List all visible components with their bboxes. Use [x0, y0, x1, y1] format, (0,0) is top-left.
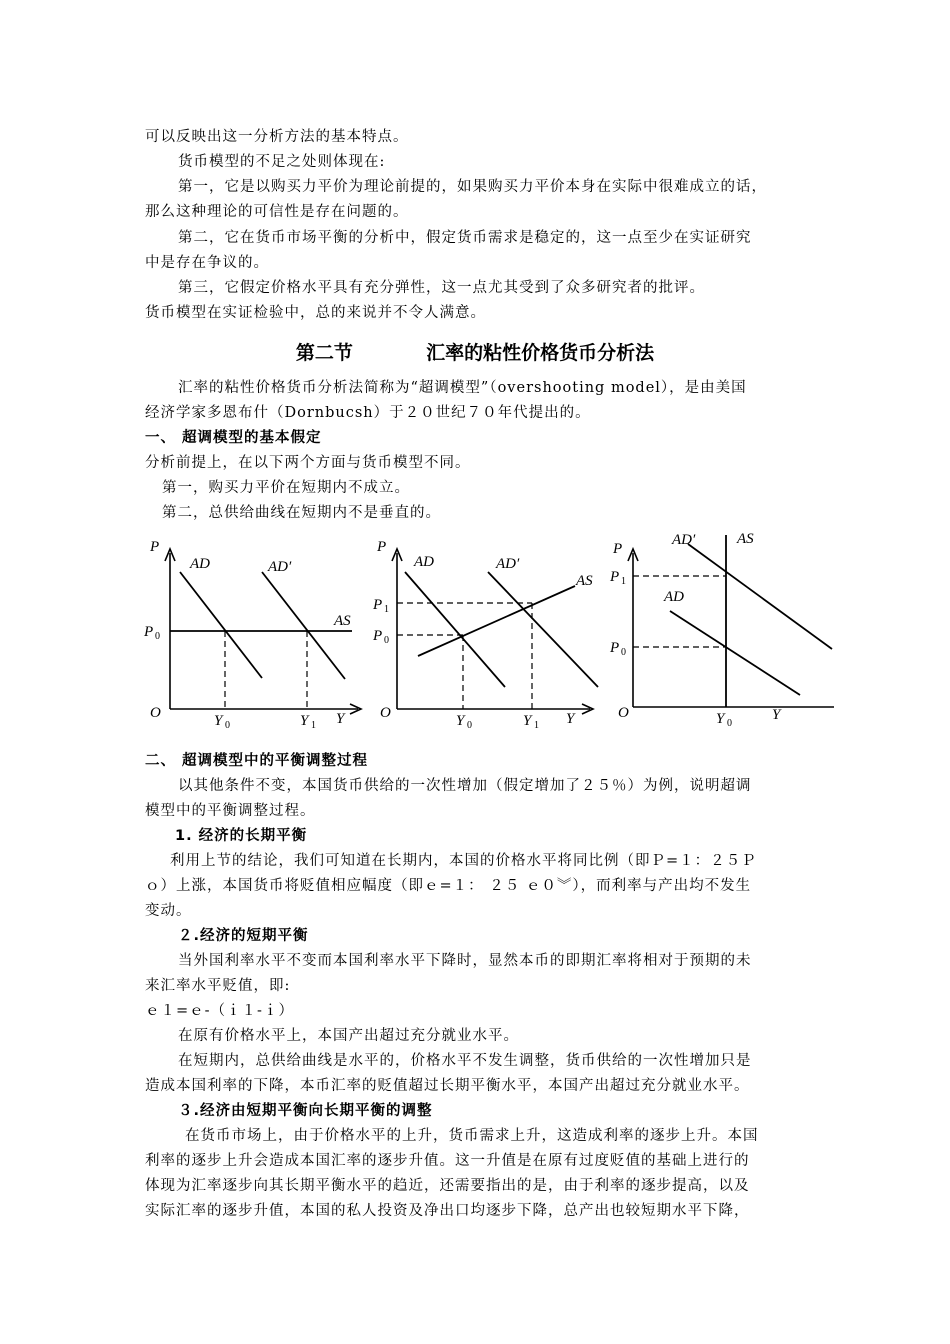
- p0-label: P: [610, 640, 620, 656]
- numbered-heading: 1. 经济的长期平衡: [175, 828, 308, 844]
- origin-label: O: [150, 705, 161, 721]
- paragraph-line: 那么这种理论的可信性是存在问题的。: [145, 204, 409, 220]
- paragraph-line: 体现为汇率逐步向其长期平衡水平的趋近，还需要指出的是，由于利率的逐步提高，以及: [145, 1178, 750, 1194]
- ad-curve: [405, 572, 505, 687]
- paragraph-line: 分析前提上，在以下两个方面与货币模型不同。: [145, 455, 471, 471]
- ad-as-diagrams: [0, 525, 950, 735]
- y0-subscript: 0: [467, 720, 472, 731]
- numbered-heading: ２.经济的短期平衡: [178, 928, 309, 944]
- paragraph-line: 在短期内，总供给曲线是水平的，价格水平不发生调整，货币供给的一次性增加只是: [178, 1053, 752, 1069]
- chart-2-sloped-as: [372, 539, 598, 731]
- y1-subscript: 1: [534, 720, 539, 731]
- paragraph-line: 实际汇率的逐步升值，本国的私人投资及净出口均逐步下降，总产出也较短期水平下降，: [145, 1203, 750, 1219]
- p-axis-label: P: [613, 541, 623, 557]
- y-axis-label: Y: [566, 711, 575, 727]
- paragraph-line: 第二，总供给曲线在短期内不是垂直的。: [162, 505, 441, 521]
- paragraph-line: 模型中的平衡调整过程。: [145, 803, 316, 819]
- paragraph-line: 货币模型在实证检验中，总的来说并不令人满意。: [145, 305, 486, 321]
- paragraph-line: 利用上节的结论，我们可知道在长期内，本国的价格水平将同比例（即Ｐ=１：２５Ｐ: [170, 853, 757, 869]
- paragraph-line: 汇率的粘性价格货币分析法简称为“超调模型”（overshooting model），是由美国: [178, 380, 747, 396]
- y-axis-label: Y: [336, 711, 345, 727]
- subsection-heading: 一、 超调模型的基本假定: [145, 430, 322, 446]
- ad-curve: [670, 611, 800, 695]
- paragraph-line: 利率的逐步上升会造成本国汇率的逐步升值。这一升值是在原有过度贬值的基础上进行的: [145, 1153, 750, 1169]
- ad-prime-curve: [688, 544, 832, 649]
- paragraph-line: 在原有价格水平上，本国产出超过充分就业水平。: [178, 1028, 519, 1044]
- y0-subscript: 0: [225, 720, 230, 731]
- ad-label: AD: [190, 556, 210, 572]
- paragraph-line: 货币模型的不足之处则体现在:: [178, 154, 386, 170]
- p0-subscript: 0: [155, 631, 160, 642]
- origin-label: O: [618, 705, 629, 721]
- paragraph-line: 在货币市场上，由于价格水平的上升，货币需求上升，这造成利率的逐步上升。本国: [185, 1128, 759, 1144]
- paragraph-line: 当外国利率水平不变而本国利率水平下降时，显然本币的即期汇率将相对于预期的未: [178, 953, 752, 969]
- p0-label: P: [373, 628, 383, 644]
- as-label: AS: [334, 613, 351, 629]
- p1-subscript: 1: [384, 604, 389, 615]
- ad-prime-label: AD′: [268, 559, 292, 575]
- paragraph-line: 第一，购买力平价在短期内不成立。: [162, 480, 410, 496]
- p0-subscript: 0: [621, 647, 626, 658]
- paragraph-line: 变动。: [145, 903, 192, 919]
- y0-subscript: 0: [727, 718, 732, 729]
- p1-label: P: [373, 597, 383, 613]
- section-title: [0, 338, 950, 365]
- origin-label: O: [380, 705, 391, 721]
- as-label: AS: [737, 531, 754, 547]
- chart-3-vertical-as: [609, 531, 834, 729]
- ad-label: AD: [664, 589, 684, 605]
- ad-prime-label: AD′: [672, 532, 696, 548]
- p0-subscript: 0: [384, 635, 389, 646]
- y1-label: Y: [523, 713, 532, 729]
- paragraph-line: 第三，它假定价格水平具有充分弹性，这一点尤其受到了众多研究者的批评。: [178, 280, 705, 296]
- ad-label: AD: [414, 554, 434, 570]
- paragraph-line: 中是存在争议的。: [145, 255, 269, 271]
- section-name: 汇率的粘性价格货币分析法: [426, 342, 655, 364]
- p1-label: P: [610, 569, 620, 585]
- paragraph-line: 经济学家多恩布什（Dornbucsh）于２０世纪７０年代提出的。: [145, 405, 591, 421]
- paragraph-line: 来汇率水平贬值，即:: [145, 978, 291, 994]
- y0-label: Y: [214, 713, 223, 729]
- ad-prime-curve: [262, 572, 345, 679]
- y0-label: Y: [456, 713, 465, 729]
- paragraph-line: 造成本国利率的下降，本币汇率的贬值超过长期平衡水平，本国产出超过充分就业水平。: [145, 1078, 750, 1094]
- ad-prime-label: AD′: [496, 556, 520, 572]
- paragraph-line: 以其他条件不变，本国货币供给的一次性增加（假定增加了２５％）为例，说明超调: [178, 778, 752, 794]
- y0-label: Y: [716, 711, 725, 727]
- as-label: AS: [576, 573, 593, 589]
- y1-subscript: 1: [311, 720, 316, 731]
- paragraph-line: 第一，它是以购买力平价为理论前提的，如果购买力平价本身在实际中很难成立的话，: [178, 179, 767, 195]
- as-curve: [418, 586, 575, 656]
- y1-label: Y: [300, 713, 309, 729]
- subsection-heading: 二、 超调模型中的平衡调整过程: [145, 753, 369, 769]
- numbered-heading: ３.经济由短期平衡向长期平衡的调整: [178, 1103, 433, 1119]
- chart-1-horizontal-as: [143, 539, 361, 731]
- ad-prime-curve: [488, 572, 598, 687]
- paragraph-line: 可以反映出这一分析方法的基本特点。: [145, 129, 409, 145]
- p-axis-label: P: [377, 539, 387, 555]
- section-number: 第二节: [295, 342, 353, 364]
- formula-line: ｅ１=ｅ-（ｉ１-ｉ）: [145, 1003, 294, 1019]
- ad-curve: [180, 572, 262, 678]
- paragraph-line: ｏ）上涨，本国货币将贬值相应幅度（即ｅ=１： ２５ ｅ０︾），而利率与产出均不发生: [145, 878, 752, 894]
- p0-label: P: [144, 624, 154, 640]
- p-axis-label: P: [150, 539, 160, 555]
- y-axis-label: Y: [772, 707, 781, 723]
- paragraph-line: 第二，它在货币市场平衡的分析中，假定货币需求是稳定的，这一点至少在实证研究: [178, 230, 752, 246]
- p1-subscript: 1: [621, 576, 626, 587]
